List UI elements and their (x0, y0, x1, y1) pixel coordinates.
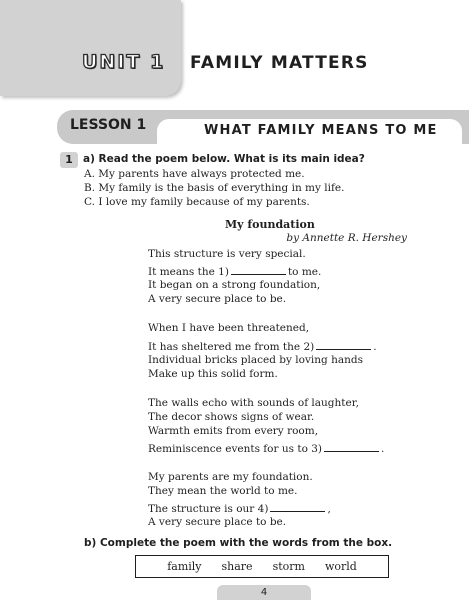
poem-line: The decor shows signs of wear. (148, 411, 315, 423)
poem-line: A very secure place to be. (148, 516, 287, 528)
poem-author: by Annette R. Hershey (286, 232, 407, 244)
poem-line-text: . (381, 443, 385, 455)
poem-line: It began on a strong foundation, (148, 279, 321, 291)
poem-line-text: It means the 1) (148, 266, 229, 278)
word-box (135, 555, 389, 578)
page-number: 4 (217, 585, 311, 600)
option-c: C. I love my family because of my parents. (84, 196, 310, 208)
unit-tab (0, 0, 181, 96)
gap-3-blank[interactable] (324, 442, 379, 452)
poem-line-text: to me. (287, 266, 322, 278)
exercise-number: 1 (60, 152, 78, 168)
word-box-item: share (221, 560, 253, 573)
poem-line-text: Reminiscence events for us to 3) (148, 443, 323, 455)
option-b: B. My family is the basis of everything in my life. (84, 182, 345, 194)
unit-label: UNIT 1 (82, 51, 166, 73)
exercise-instruction-b: b) Complete the poem with the words from the box. (84, 537, 393, 549)
lesson-label: LESSON 1 (70, 117, 147, 133)
poem-line (148, 442, 384, 455)
gap-1-blank[interactable] (231, 265, 286, 275)
poem-line: This structure is very special. (148, 248, 306, 260)
option-a: A. My parents have always protected me. (84, 168, 305, 180)
poem-line: A very secure place to be. (148, 293, 287, 305)
word-box-item: world (324, 560, 357, 573)
unit-title: FAMILY MATTERS (190, 53, 369, 73)
poem-line: When I have been threatened, (148, 322, 310, 334)
poem-line: Make up this solid form. (148, 368, 278, 380)
poem-line: They mean the world to me. (148, 485, 298, 497)
poem-line-text: . (373, 341, 377, 353)
gap-4-blank[interactable] (270, 502, 325, 512)
poem-line: The walls echo with sounds of laughter, (148, 397, 359, 409)
poem-line-text: , (327, 503, 331, 515)
exercise-instruction-a: a) Read the poem below. What is its main idea? (83, 153, 365, 165)
gap-2-blank[interactable] (316, 340, 371, 350)
poem-line-text: The structure is our 4) (148, 503, 269, 515)
poem-line: My parents are my foundation. (148, 471, 313, 483)
word-box-item: family (167, 560, 202, 573)
poem-line (148, 340, 377, 353)
poem-line (148, 502, 331, 515)
poem-line: Warmth emits from every room, (148, 425, 319, 437)
poem-line: Individual bricks placed by loving hands (148, 354, 363, 366)
poem-title: My foundation (225, 218, 315, 231)
poem-line (148, 265, 321, 278)
word-box-item: storm (272, 560, 305, 573)
poem-line-text: It has sheltered me from the 2) (148, 341, 315, 353)
lesson-title: WHAT FAMILY MEANS TO ME (204, 123, 438, 138)
